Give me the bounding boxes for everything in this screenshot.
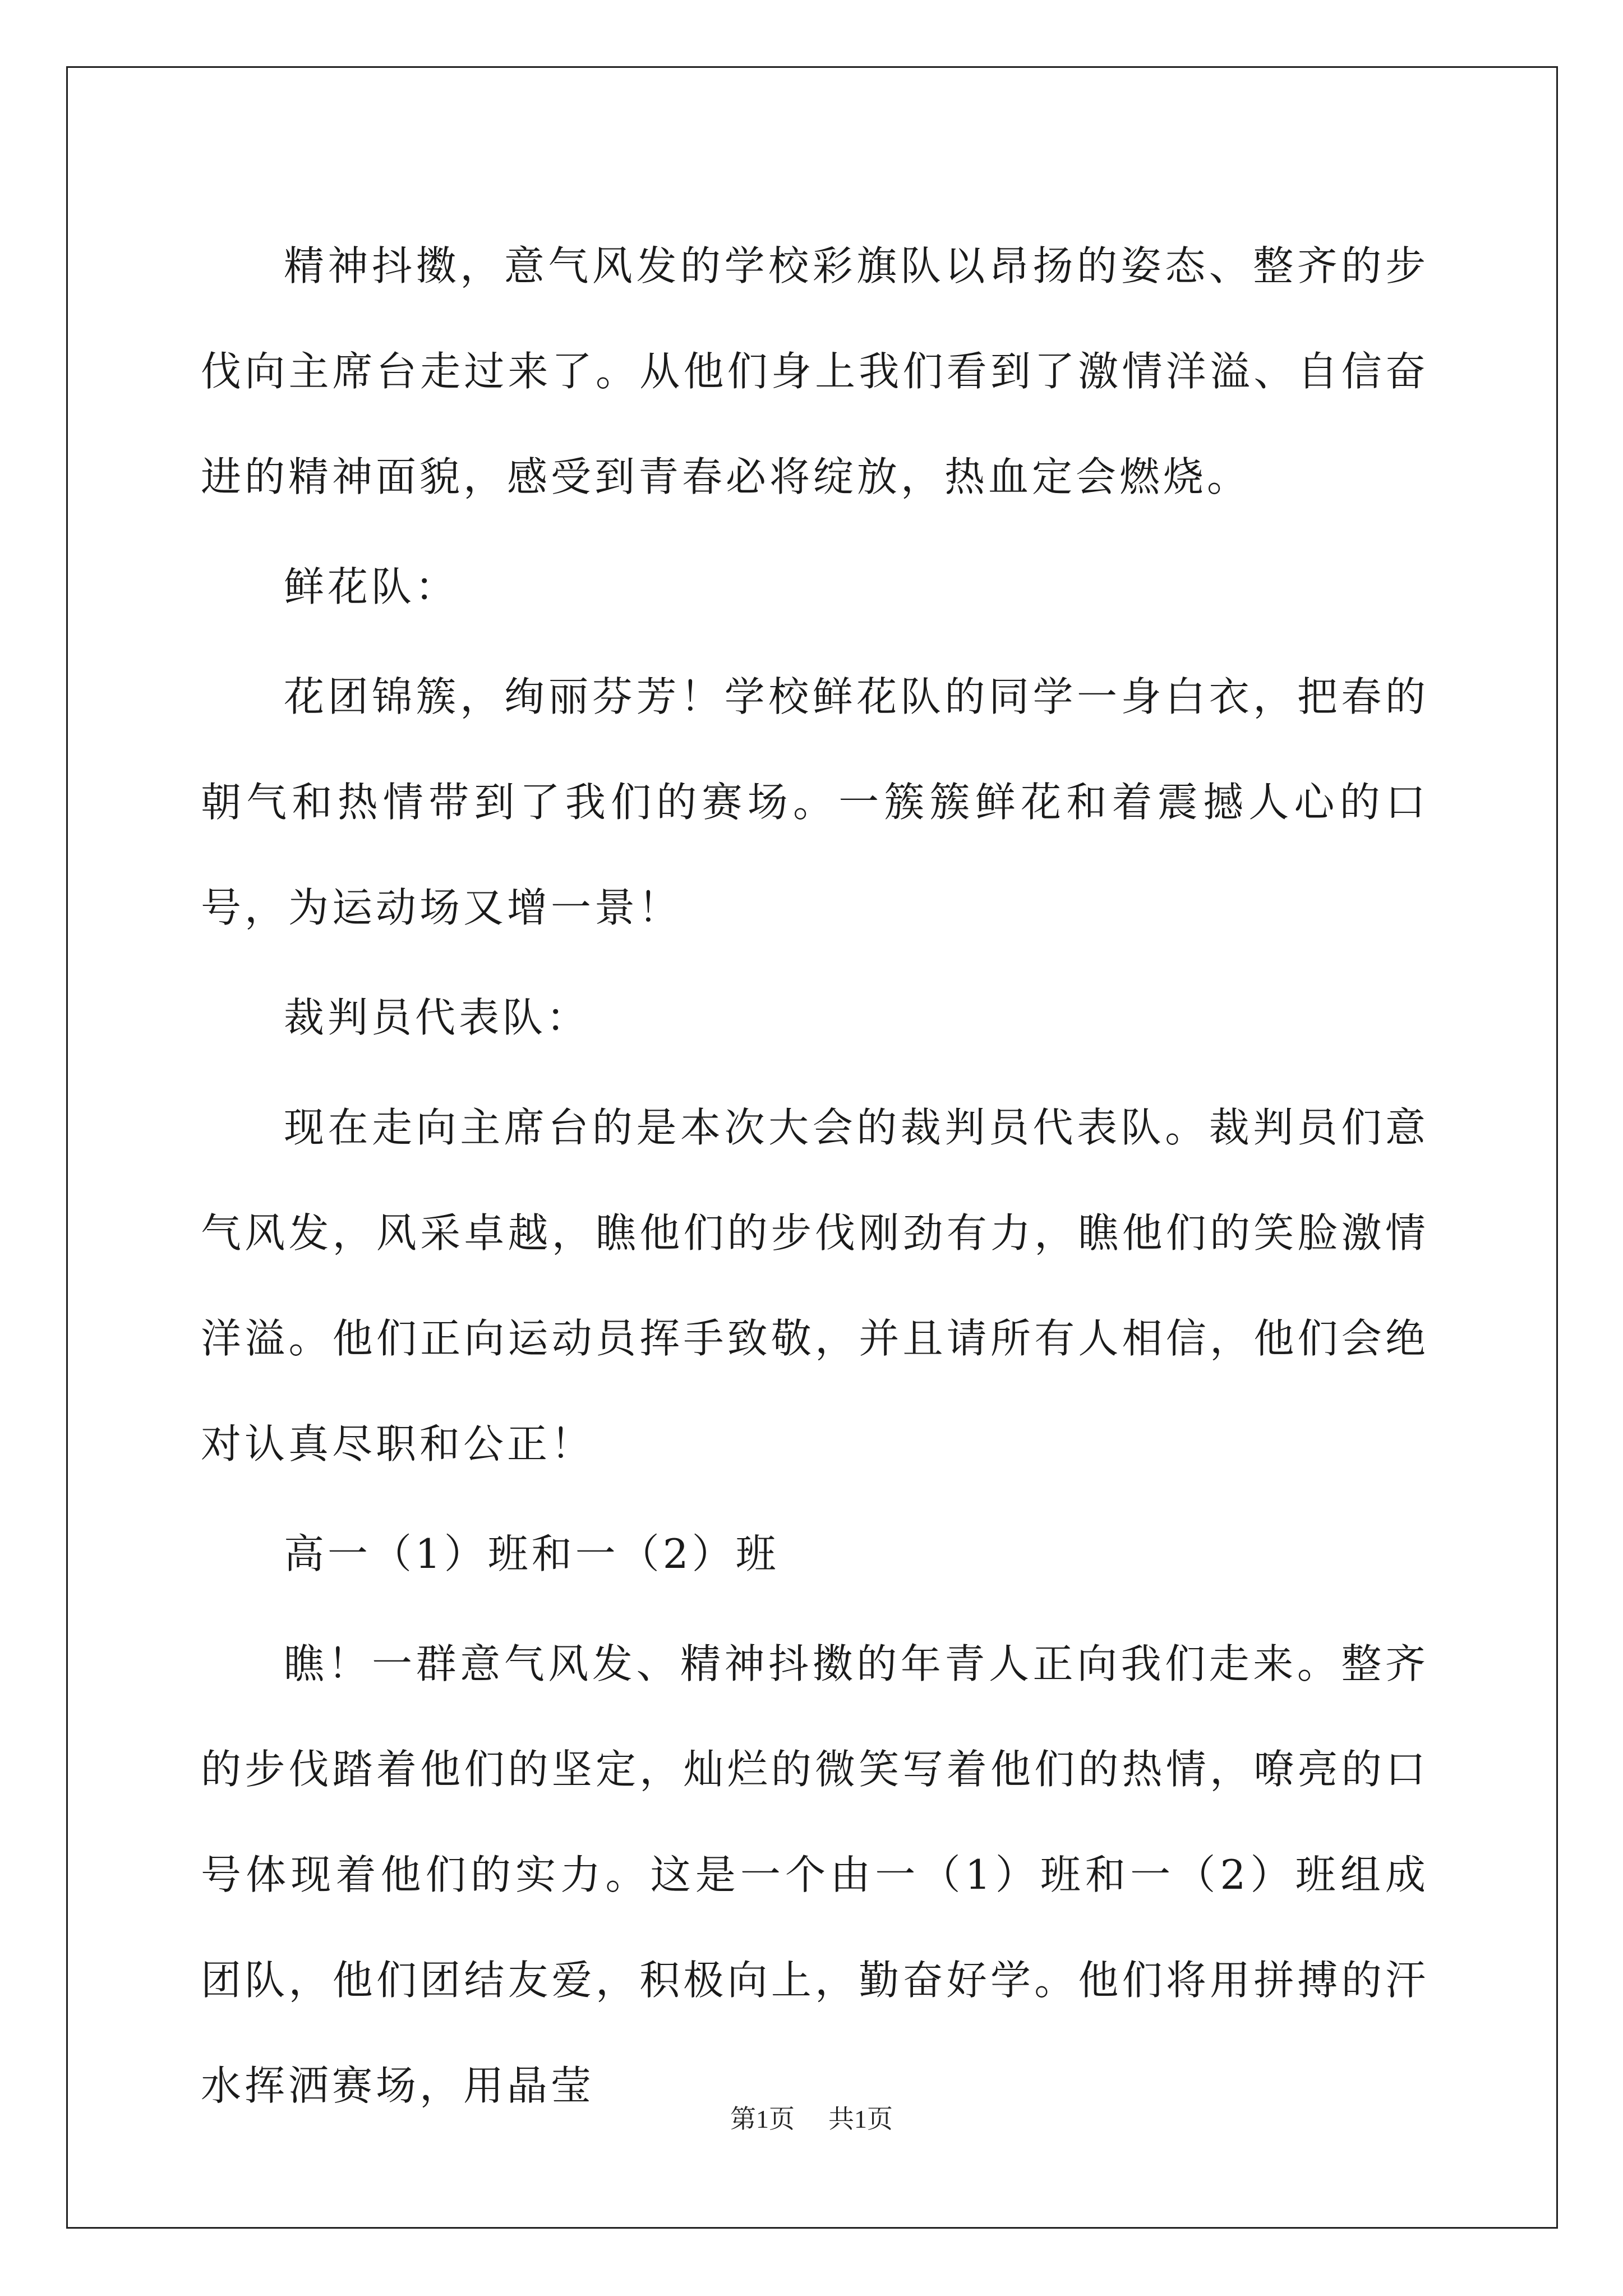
page-number: 第1页 <box>730 2105 795 2133</box>
paragraph-referee-team: 现在走向主席台的是本次大会的裁判员代表队。裁判员们意气风发，风采卓越，瞧他们的步伐刚劲有力，瞧他们的笑脸激情洋溢。他们正向运动员挥手致敬，并且请所有人相信，他们会绝对认真尽职和公正！ <box>201 1104 1429 1467</box>
paragraph-class-team: 瞧！一群意气风发、精神抖擞的年青人正向我们走来。整齐的步伐踏着他们的坚定，灿烂的微笑写着他们的热情，嘹亮的口号体现着他们的实力。这是一个由一（1）班和一（2）班组成团队，他们团结友爱，积极向上，勤奋好学。他们将用拼搏的汗水挥洒赛场，用晶莹 <box>201 1640 1429 2109</box>
heading-flower-team: 鲜花队： <box>284 563 459 610</box>
page-footer <box>0 2102 1623 2136</box>
page-total: 共1页 <box>828 2105 893 2133</box>
heading-referee-team: 裁判员代表队： <box>284 994 591 1041</box>
paragraph-flower-team: 花团锦簇，绚丽芬芳！学校鲜花队的同学一身白衣，把春的朝气和热情带到了我们的赛场。一簇簇鲜花和着震撼人心的口号，为运动场又增一景！ <box>201 673 1429 931</box>
document-body <box>201 213 1429 2143</box>
heading-class-team: 高一（1）班和一（2）班 <box>284 1530 780 1577</box>
paragraph-flag-team: 精神抖擞，意气风发的学校彩旗队以昂扬的姿态、整齐的步伐向主席台走过来了。从他们身上我们看到了激情洋溢、自信奋进的精神面貌，感受到青春必将绽放，热血定会燃烧。 <box>201 242 1429 500</box>
